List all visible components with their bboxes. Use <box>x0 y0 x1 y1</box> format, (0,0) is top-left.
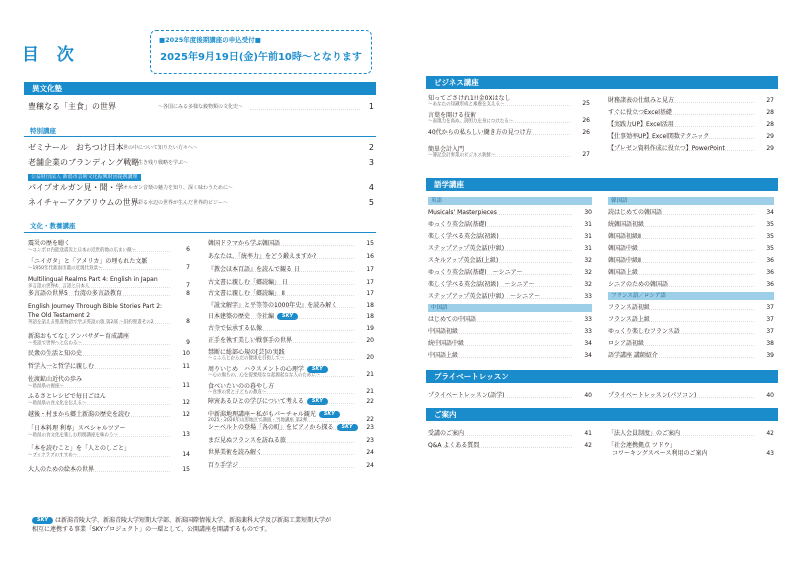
toc-entry-note: 〜こころとからだの健康を目指して〜 <box>208 356 285 361</box>
toc-entry-page: 37 <box>766 316 774 323</box>
toc-entry-title: シーベルトの登場「各の町」をピアノから探る SKY <box>208 424 358 431</box>
toc-entry-title: Q&A よくある質問 <box>428 442 480 449</box>
toc-entry-page: 32 <box>584 257 592 264</box>
leader-dots <box>434 134 570 135</box>
toc-entry-page: 4 <box>368 183 374 192</box>
toc-entry-title: 「ニイガタ」と「アメリカ」の埋もれた文脈 <box>28 258 148 265</box>
toc-entry-note: 〜表現力を高め、説明力を身につけたる〜 <box>428 119 514 124</box>
toc-entry-title: 多言語の世界5 台湾の多言語教育 <box>28 290 122 297</box>
leader-dots <box>434 226 572 227</box>
toc-entry-note: 多言語の世界4：言語と日本人 <box>28 284 90 289</box>
toc-entry-title: 中新潟地理講座ー私がもパーチャル観光 SKY <box>208 411 340 418</box>
leader-dots <box>614 309 754 310</box>
sky-logo: SKY <box>32 517 53 524</box>
toc-entry-page: 36 <box>766 257 774 264</box>
language-heading: 英語 <box>428 197 592 205</box>
sky-badge: SKY <box>277 313 298 320</box>
section-annai-header: ご案内 <box>426 408 778 421</box>
toc-entry-page: 33 <box>584 293 592 300</box>
toc-entry-page: 23 <box>366 424 374 431</box>
toc-entry-page: 10 <box>182 350 190 357</box>
toc-entry-page: 29 <box>766 145 774 152</box>
toc-entry-title: 豊穣なる「主食」の世界 <box>28 102 116 111</box>
leader-dots <box>34 251 170 252</box>
toc-entry-page: 16 <box>366 253 374 260</box>
toc-entry-note: 〜簿記会計事業のビジネス新鮮〜 <box>428 153 496 158</box>
toc-entry-note: 〜新潟県の食文化を伝える〜 <box>28 401 87 406</box>
toc-entry-page: 12 <box>182 399 190 406</box>
toc-entry-title: ふるさとレシピで毎日ごはん <box>28 393 106 400</box>
toc-entry-page: 15 <box>366 240 374 247</box>
application-notice <box>150 30 372 74</box>
section-bunka-header: 文化・教養講座 <box>30 222 76 230</box>
leader-dots <box>34 404 170 405</box>
toc-entry-page: 1 <box>368 102 374 111</box>
toc-entry-title: ゆっくり英会話(基礎) 〜シニア〜 <box>428 269 523 276</box>
toc-entry-title: 周りいじめ ハラスメントの心理学 SKY <box>208 366 328 373</box>
leader-dots <box>214 359 354 360</box>
toc-entry-page: 42 <box>766 430 774 437</box>
toc-entry-title: 正手を執す美しい戦事手の世界 <box>208 337 293 344</box>
leader-dots <box>614 226 754 227</box>
leader-dots <box>434 262 572 263</box>
leader-dots <box>214 454 354 455</box>
toc-entry-page: 15 <box>182 466 190 473</box>
toc-entry-page: 13 <box>182 431 190 438</box>
toc-entry-title: 語学講座 講師紹介 <box>608 352 658 359</box>
leader-dots <box>214 245 354 246</box>
leader-dots <box>214 295 354 296</box>
leader-dots <box>614 102 754 103</box>
toc-entry-title: 佐渡鉱山近代の歩み <box>28 376 83 383</box>
toc-entry-title: 簡単会計入門 <box>428 146 465 153</box>
leader-dots <box>614 435 754 436</box>
leader-dots <box>34 456 170 457</box>
leader-dots <box>434 435 572 436</box>
toc-entry-title: 老舗企業のブランディング戦略 <box>28 158 140 167</box>
toc-entry-page: 19 <box>366 325 374 332</box>
toc-entry-page: 36 <box>766 269 774 276</box>
toc-entry-title: ネイチャーアクアリウムの世界 <box>28 198 139 207</box>
toc-entry-note: 〜彩る水辺の世界が生んだ世界的ビジー〜 <box>133 200 229 206</box>
toc-entry-page: 31 <box>584 245 592 252</box>
toc-entry-page: 34 <box>584 340 592 347</box>
toc-entry-page: 5 <box>368 198 374 207</box>
toc-entry-page: 30 <box>584 209 592 216</box>
leader-dots <box>214 403 354 404</box>
leader-dots <box>250 109 360 110</box>
toc-entry-title: 「本を読むこと」を「人とのしごと」 <box>28 445 131 452</box>
leader-dots <box>614 333 754 334</box>
toc-entry-title: はじめての中国語 <box>428 316 477 323</box>
leader-dots <box>614 286 754 287</box>
toc-entry-title: 40代からの私らしい働き方の見つけ方 <box>428 129 532 136</box>
toc-entry-page: 11 <box>182 382 190 389</box>
leader-dots <box>434 397 572 398</box>
toc-entry-page: 28 <box>766 109 774 116</box>
toc-entry-title: あなたは、「統率力」をどう鍛えますか? <box>208 253 317 260</box>
toc-entry-title: 続韓国語初級 <box>608 221 645 228</box>
section-business-header: ビジネス講座 <box>426 76 778 89</box>
footer-note <box>32 516 392 534</box>
leader-dots <box>34 295 170 296</box>
section-gogaku-header: 語学講座 <box>426 178 778 191</box>
toc-entry-title: The Old Testament 2 <box>28 312 91 319</box>
toc-entry-page: 32 <box>584 269 592 276</box>
leader-dots <box>614 126 754 127</box>
toc-entry-title: 大人のための絵本の世界 <box>28 466 95 473</box>
leader-dots <box>214 467 354 468</box>
toc-entry-page: 35 <box>766 233 774 240</box>
leader-dots <box>434 333 572 334</box>
leader-dots <box>434 156 570 157</box>
partner-tag-label: 公益財団法人 新潟市芸術文化振興財団提携講座 <box>28 174 141 181</box>
toc-entry-title: 中国語初級 <box>428 328 459 335</box>
toc-entry-page: 6 <box>186 246 190 253</box>
toc-entry-note: 〜新潟の食文化を楽しむ料理講座を味わう〜 <box>28 433 118 438</box>
section-ibunka-header: 異文化塾 <box>24 82 376 95</box>
toc-entry-page: 34 <box>584 352 592 359</box>
leader-dots <box>434 105 570 106</box>
toc-entry-page: 33 <box>584 316 592 323</box>
toc-entry-note: 英語を話える聖書物語で学ぶ英語の旅 第2部 〜旧約聖書その2 <box>28 320 154 325</box>
toc-entry-title: 韓国語上級 <box>608 269 639 276</box>
toc-entry-page: 43 <box>766 450 774 457</box>
section-private-header: プライベートレッスン <box>426 370 778 383</box>
toc-entry-page: 33 <box>584 328 592 335</box>
footer-line1: は新潟青陵大学、新潟青陵大学短期大学部、新潟国際情報大学、新潟薬科大学及び新潟工業短期大学が <box>55 517 332 524</box>
toc-entry-title: 韓国語中級 <box>608 245 639 252</box>
leader-dots <box>434 274 572 275</box>
toc-entry-title: 哲学入一と哲学に親しむ <box>28 363 95 370</box>
toc-entry-page: 27 <box>582 151 590 158</box>
toc-entry-note: 〜ユンボロ内能登震災と日本の近世的地の広まい徹〜 <box>28 248 136 253</box>
leader-dots <box>614 274 754 275</box>
section-tokubetsu-header: 特別講座 <box>30 127 56 135</box>
notice-heading: ■2025年度後期講座の申込受付■ <box>159 36 261 44</box>
leader-dots <box>34 355 170 356</box>
toc-entry-title: 韓国語中級Ⅱ <box>608 257 641 264</box>
toc-entry-title: ゆっくり楽しむフランス語 <box>608 328 680 335</box>
toc-entry-title: 韓国語初級Ⅱ <box>608 233 641 240</box>
leader-dots <box>214 307 354 308</box>
leader-dots <box>614 397 754 398</box>
leader-dots <box>434 238 572 239</box>
toc-entry-note: 〜英語で世界へと伝わる〜 <box>28 341 82 346</box>
leader-dots <box>34 436 170 437</box>
toc-entry-page: 39 <box>766 352 774 359</box>
sky-badge: SKY <box>307 398 328 405</box>
leader-dots <box>614 114 754 115</box>
toc-entry-page: 17 <box>366 266 374 273</box>
toc-entry-page: 20 <box>366 337 374 344</box>
toc-entry-page: 25 <box>582 100 590 107</box>
toc-entry-note: 〜心の傷ちの、心を提要経なな起源起なな人のために〜 <box>208 373 321 378</box>
toc-entry-title: すぐに役立つExcel基礎 <box>608 109 672 116</box>
leader-dots <box>214 284 354 285</box>
leader-dots <box>614 138 754 139</box>
leader-dots <box>434 250 572 251</box>
leader-dots <box>34 368 170 369</box>
leader-dots <box>614 321 754 322</box>
toc-entry-title: 読はじめての韓国語 <box>608 209 663 216</box>
toc-entry-title: 『説文解字』と平等等の1000年史』を読み解く <box>208 302 338 309</box>
toc-entry-page: 34 <box>766 209 774 216</box>
toc-entry-note: 〜生き残り戦略を学ぶ〜 <box>133 160 189 166</box>
toc-entry-note: 〜ブックラブのすすめ〜 <box>28 453 78 458</box>
leader-dots <box>34 287 170 288</box>
leader-dots <box>214 421 354 422</box>
toc-entry-title: ステップアップ英会話(中級) <box>428 245 505 252</box>
toc-entry-title: プライベートレッスン(パソコン) <box>608 392 697 399</box>
toc-entry-title: ロシア語初級 <box>608 340 645 347</box>
toc-entry-page: 8 <box>186 290 190 297</box>
leader-dots <box>434 345 572 346</box>
sky-badge: SKY <box>307 366 328 373</box>
language-heading: 韓国語 <box>608 197 774 205</box>
leader-dots <box>434 286 572 287</box>
toc-entry-title: シニアのための韓国語 <box>608 281 669 288</box>
leader-dots <box>434 122 570 123</box>
toc-entry-page: 29 <box>766 133 774 140</box>
toc-entry-title: 続中国語中級 <box>428 340 465 347</box>
toc-entry-page: 22 <box>366 416 374 423</box>
leader-dots <box>214 318 354 319</box>
toc-entry-title: Multilingual Realms Part 4: English in Japan <box>28 276 158 283</box>
toc-entry-title: English Journey Through Bible Stories Part 2: <box>28 303 163 310</box>
toc-entry-title: パイプオルガン見・聞・学 <box>28 183 124 192</box>
leader-dots <box>614 357 754 358</box>
toc-entry-note: 2025・2026年山形地区で講演・当地講座 第2弾 <box>208 418 308 423</box>
toc-entry-title: 古文書に親しむ「郷読編」 日 <box>208 279 288 286</box>
toc-entry-page: 12 <box>182 411 190 418</box>
leader-dots <box>34 416 170 417</box>
language-heading: フランス語／ロシア語 <box>608 292 774 300</box>
divider <box>24 232 376 233</box>
partner-tag <box>28 173 141 181</box>
toc-entry-title: 【プレゼン資料作成に役立つ】PowerPoint <box>608 145 725 152</box>
toc-entry-page: 37 <box>766 304 774 311</box>
toc-entry-title: フランス語初級 <box>608 304 650 311</box>
toc-entry-page: 18 <box>366 313 374 320</box>
leader-dots <box>214 258 354 259</box>
toc-entry-title: スキルアップ英会話(上級) <box>428 257 499 264</box>
leader-dots <box>34 323 170 324</box>
leader-dots <box>214 393 354 394</box>
leader-dots <box>214 376 354 377</box>
toc-entry-title: 楽しく学べる英会話(初級) 〜シニア〜 <box>428 281 535 288</box>
toc-entry-page: 24 <box>366 449 374 456</box>
toc-entry-title: 百り手学ジ <box>208 462 239 469</box>
toc-entry-page: 22 <box>366 398 374 405</box>
leader-dots <box>614 150 754 151</box>
toc-entry-page: 28 <box>766 121 774 128</box>
leader-dots <box>434 447 572 448</box>
toc-entry-page: 37 <box>766 328 774 335</box>
leader-dots <box>614 345 754 346</box>
page-title: 目 次 <box>22 45 80 65</box>
sky-badge: SKY <box>337 424 358 431</box>
toc-entry-page: 31 <box>584 221 592 228</box>
toc-entry-page: 3 <box>368 158 374 167</box>
leader-dots <box>434 357 572 358</box>
toc-entry-page: 26 <box>582 129 590 136</box>
notice-date: 2025年9月19日(金)午前10時〜となります <box>160 52 362 63</box>
toc-entry-note: 〜あなたの知識形成と素養を支える〜 <box>428 102 505 107</box>
toc-entry-page: 35 <box>766 221 774 228</box>
toc-entry-title: 【仕事効率UP】Excel関数テクニック <box>608 133 710 140</box>
toc-entry-title: 【実践力UP】Excel活用 <box>608 121 674 128</box>
toc-entry-title: 中国語上級 <box>428 352 459 359</box>
toc-entry-title: 「社会連携拠点 ツドウ」 <box>608 442 676 449</box>
toc-entry-title: まだ見ぬフランスを訪ねる旅 <box>208 437 286 444</box>
toc-entry-title: 楽しく学べる英会話(初級) <box>428 233 499 240</box>
toc-entry-title: 越後・村まから郷土新潟の歴史を読む <box>28 411 131 418</box>
toc-entry-title: 古寺で伝承する仏像 <box>208 325 263 332</box>
toc-entry-title: 「法人会員制度」のご案内 <box>608 430 681 437</box>
toc-entry-page: 11 <box>182 363 190 370</box>
toc-entry-note: 〜新潟県の視座〜 <box>28 384 64 389</box>
toc-entry-title: 言葉を開ける技術 <box>428 112 477 119</box>
toc-entry-page: 17 <box>366 290 374 297</box>
toc-entry-title: 新潟おもてなしアンバサダー育成講座 <box>28 333 130 340</box>
toc-entry-title: 『教会ほ本百語』を読んで観る 日 <box>208 266 300 273</box>
toc-entry-note: 〜世の中について知りたい方々へ〜 <box>118 145 198 151</box>
leader-dots <box>434 214 572 215</box>
leader-dots <box>34 387 170 388</box>
leader-dots <box>214 330 354 331</box>
leader-dots <box>34 269 170 270</box>
toc-entry-page: 24 <box>366 462 374 469</box>
toc-entry-note: 〜各国にみる多様な穀物類の文化史〜 <box>158 104 244 110</box>
toc-entry-title: 震災の歴を聴く <box>28 240 71 247</box>
toc-entry-title: 「日本料理 利専」スペシャルツアー <box>28 425 126 432</box>
toc-entry-note: 〜1950年代新潟市農の近現代背景〜 <box>28 266 103 271</box>
footer-line2: 相互に連携する事業「SKYプロジェクト」の一環として、公開講座を開講するものです。 <box>32 526 271 533</box>
toc-entry-title: 食べいたいのの暮やし方 <box>208 383 275 390</box>
toc-entry-page: 7 <box>186 264 190 271</box>
leader-dots <box>434 321 572 322</box>
toc-entry-title: 禁断に総部心規の[芸]の実践 <box>208 349 285 356</box>
leader-dots <box>214 442 354 443</box>
leader-dots <box>214 342 354 343</box>
toc-entry-note: 〜オルガン音楽の魅力を知り、深く味わうために〜 <box>118 185 234 191</box>
toc-entry-page: 21 <box>366 371 374 378</box>
sky-badge: SKY <box>319 411 340 418</box>
toc-entry-title: 受講のご案内 <box>428 430 465 437</box>
toc-entry-page: 2 <box>368 143 374 152</box>
toc-entry-page: 27 <box>766 97 774 104</box>
toc-entry-title: 世界美術を読み解く <box>208 449 263 456</box>
leader-dots <box>614 262 754 263</box>
leader-dots <box>614 214 754 215</box>
toc-entry-title: ゆっくり英会話(基礎) <box>428 221 487 228</box>
language-heading: 中国語 <box>428 304 592 312</box>
toc-entry-title: プライベートレッスン(語学) <box>428 392 505 399</box>
leader-dots <box>434 298 572 299</box>
toc-entry-page: 18 <box>366 302 374 309</box>
toc-entry-page: 9 <box>186 339 190 346</box>
leader-dots <box>614 250 754 251</box>
toc-entry-page: 36 <box>766 281 774 288</box>
toc-entry-title: ステップアップ英会話(中級) 〜シニア〜 <box>428 293 541 300</box>
toc-entry-page: 42 <box>584 442 592 449</box>
toc-entry-page: 7 <box>186 282 190 289</box>
toc-entry-title: 民衆の生活と知の史 <box>28 350 83 357</box>
toc-entry-page: 17 <box>366 279 374 286</box>
toc-entry-note: 〜食事の愛と子どもの教育〜 <box>208 390 267 395</box>
leader-dots <box>614 238 754 239</box>
toc-entry-page: 23 <box>366 437 374 444</box>
divider <box>24 136 376 137</box>
toc-entry-title: Musicals' Masterpieces <box>428 209 497 216</box>
toc-entry-page: 20 <box>366 354 374 361</box>
toc-entry-note: コワーキングスペース利用のご案内 <box>612 450 708 457</box>
toc-entry-title: ゼミナール おちつけ日本 <box>28 143 124 152</box>
toc-entry-page: 8 <box>186 318 190 325</box>
toc-entry-page: 21 <box>366 388 374 395</box>
leader-dots <box>214 429 354 430</box>
toc-entry-title: 知ってごさけれ1!!金0Xはなし <box>428 95 511 102</box>
leader-dots <box>34 344 170 345</box>
toc-entry-title: 韓国ドラマから学ぶ韓国語 <box>208 240 281 247</box>
toc-entry-title: 日本建築の歴史 寺社編 SKY <box>208 313 298 320</box>
toc-entry-page: 41 <box>584 430 592 437</box>
toc-entry-page: 40 <box>766 392 774 399</box>
leader-dots <box>214 271 354 272</box>
toc-entry-page: 32 <box>584 281 592 288</box>
leader-dots <box>34 471 170 472</box>
toc-entry-page: 40 <box>584 392 592 399</box>
toc-entry-page: 35 <box>766 245 774 252</box>
toc-entry-title: 障害あるひとの学びについて考える SKY <box>208 398 328 405</box>
toc-entry-page: 14 <box>182 451 190 458</box>
toc-entry-page: 31 <box>584 233 592 240</box>
toc-entry-page: 38 <box>766 340 774 347</box>
toc-entry-title: 古文書に親しむ「郷読編」 Ⅱ <box>208 290 285 297</box>
toc-entry-title: 財務諸表の仕組みと見方 <box>608 97 675 104</box>
toc-entry-title: フランス語上級 <box>608 316 650 323</box>
toc-entry-page: 26 <box>582 117 590 124</box>
